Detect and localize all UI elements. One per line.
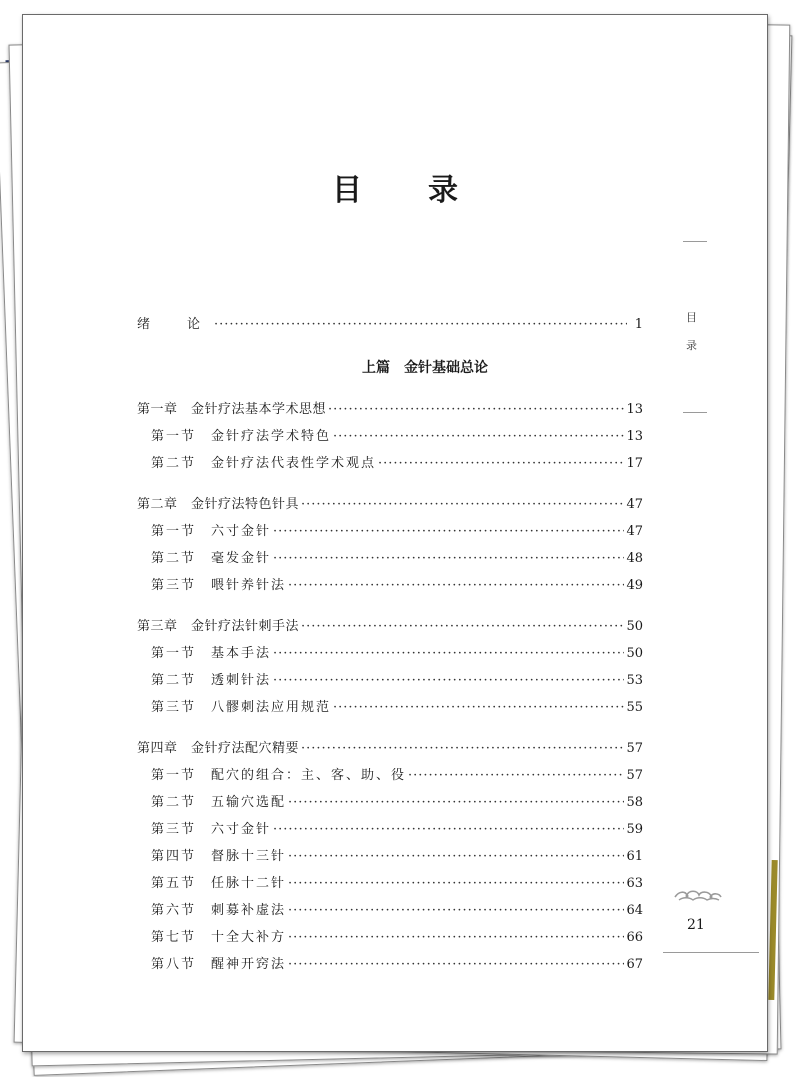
- toc-entry-label: 第一节 配穴的组合：主、客、助、役: [151, 768, 407, 783]
- toc-entry-page: 61: [626, 849, 643, 864]
- toc-entry-page: 58: [626, 795, 643, 810]
- toc-section-entry[interactable]: [137, 545, 643, 572]
- dot-leader: [273, 545, 624, 572]
- dot-leader: [273, 816, 624, 843]
- toc-entry-intro[interactable]: [137, 311, 643, 338]
- dot-leader: [214, 311, 627, 338]
- toc-section-entry[interactable]: [137, 518, 643, 545]
- toc-section-entry[interactable]: [137, 667, 643, 694]
- toc-chapter-entry[interactable]: [137, 491, 643, 518]
- dot-leader: [333, 423, 624, 450]
- side-rule-bottom: [683, 412, 707, 413]
- table-of-contents: [137, 311, 643, 978]
- toc-entry-label: 第七节 十全大补方: [151, 930, 287, 945]
- toc-entry-page: 13: [626, 402, 643, 417]
- toc-section-entry[interactable]: [137, 816, 643, 843]
- toc-entry-page: 53: [626, 673, 643, 688]
- toc-entry-page: 49: [626, 578, 643, 593]
- toc-section-entry[interactable]: [137, 423, 643, 450]
- dot-leader: [301, 491, 624, 518]
- toc-entry-page: 17: [626, 456, 643, 471]
- dot-leader: [288, 572, 624, 599]
- toc-chapter-entry[interactable]: [137, 735, 643, 762]
- toc-entry-label: 第二节 毫发金针: [151, 551, 272, 566]
- dot-leader: [328, 396, 624, 423]
- dot-leader: [288, 951, 624, 978]
- toc-entry-label: 第二节 五输穴选配: [151, 795, 287, 810]
- toc-section-entry[interactable]: [137, 924, 643, 951]
- chapter-list: [137, 396, 643, 978]
- toc-entry-label: 第四章 金针疗法配穴精要: [137, 741, 300, 756]
- side-tab-char-2: 录: [686, 339, 697, 352]
- toc-entry-label: 第一节 金针疗法学术特色: [151, 429, 332, 444]
- dot-leader: [288, 843, 624, 870]
- toc-entry-label: 第三节 喂针养针法: [151, 578, 287, 593]
- toc-entry-page: 67: [626, 957, 643, 972]
- toc-entry-page: 48: [626, 551, 643, 566]
- page-number: 21: [687, 917, 705, 933]
- dot-leader: [288, 870, 624, 897]
- toc-section-entry[interactable]: [137, 694, 643, 721]
- dot-leader: [408, 762, 624, 789]
- chapter-gap: [137, 477, 643, 491]
- toc-entry-page: 59: [626, 822, 643, 837]
- page-title: 目 录: [332, 173, 476, 208]
- dot-leader: [288, 789, 624, 816]
- cloud-ornament-icon: [673, 887, 723, 905]
- part-heading: 上篇 金针基础总论: [362, 360, 488, 376]
- toc-entry-label: 第一节 六寸金针: [151, 524, 272, 539]
- toc-entry-label: 第一章 金针疗法基本学术思想: [137, 402, 327, 417]
- dot-leader: [273, 667, 624, 694]
- toc-chapter-entry[interactable]: [137, 396, 643, 423]
- dot-leader: [301, 613, 624, 640]
- toc-entry-label: 第一节 基本手法: [151, 646, 272, 661]
- side-rule-top: [683, 241, 707, 242]
- toc-section-entry[interactable]: [137, 640, 643, 667]
- toc-entry-label: 绪 论: [137, 317, 213, 332]
- toc-entry-label: 第三章 金针疗法针刺手法: [137, 619, 300, 634]
- dot-leader: [288, 924, 624, 951]
- dot-leader: [301, 735, 624, 762]
- toc-entry-page: 47: [626, 524, 643, 539]
- toc-entry-page: 13: [626, 429, 643, 444]
- toc-entry-page: 1: [634, 317, 643, 332]
- toc-section-entry[interactable]: [137, 897, 643, 924]
- dot-leader: [378, 450, 624, 477]
- toc-entry-page: 63: [626, 876, 643, 891]
- page-number-rule: [663, 952, 759, 953]
- toc-chapter-entry[interactable]: [137, 613, 643, 640]
- toc-section-entry[interactable]: [137, 789, 643, 816]
- toc-entry-page: 47: [626, 497, 643, 512]
- toc-section-entry[interactable]: [137, 870, 643, 897]
- toc-section-entry[interactable]: [137, 572, 643, 599]
- toc-entry-label: 第二节 透刺针法: [151, 673, 272, 688]
- toc-entry-label: 第三节 八髎刺法应用规范: [151, 700, 332, 715]
- dot-leader: [288, 897, 624, 924]
- toc-entry-label: 第三节 六寸金针: [151, 822, 272, 837]
- toc-entry-page: 64: [626, 903, 643, 918]
- side-tab-char-1: 目: [686, 311, 697, 324]
- toc-entry-page: 50: [626, 646, 643, 661]
- toc-entry-page: 57: [626, 741, 643, 756]
- toc-section-entry[interactable]: [137, 450, 643, 477]
- toc-entry-page: 50: [626, 619, 643, 634]
- document-page: [22, 14, 768, 1052]
- chapter-gap: [137, 599, 643, 613]
- toc-entry-label: 第八节 醒神开窍法: [151, 957, 287, 972]
- toc-entry-label: 第二章 金针疗法特色针具: [137, 497, 300, 512]
- toc-entry-label: 第六节 刺募补虚法: [151, 903, 287, 918]
- toc-section-entry[interactable]: [137, 762, 643, 789]
- toc-entry-page: 57: [626, 768, 643, 783]
- dot-leader: [273, 518, 624, 545]
- dot-leader: [273, 640, 624, 667]
- toc-entry-label: 第五节 任脉十二针: [151, 876, 287, 891]
- toc-entry-page: 55: [626, 700, 643, 715]
- toc-section-entry[interactable]: [137, 951, 643, 978]
- toc-entry-page: 66: [626, 930, 643, 945]
- toc-section-entry[interactable]: [137, 843, 643, 870]
- toc-entry-label: 第二节 金针疗法代表性学术观点: [151, 456, 377, 471]
- toc-entry-label: 第四节 督脉十三针: [151, 849, 287, 864]
- dot-leader: [333, 694, 624, 721]
- chapter-gap: [137, 721, 643, 735]
